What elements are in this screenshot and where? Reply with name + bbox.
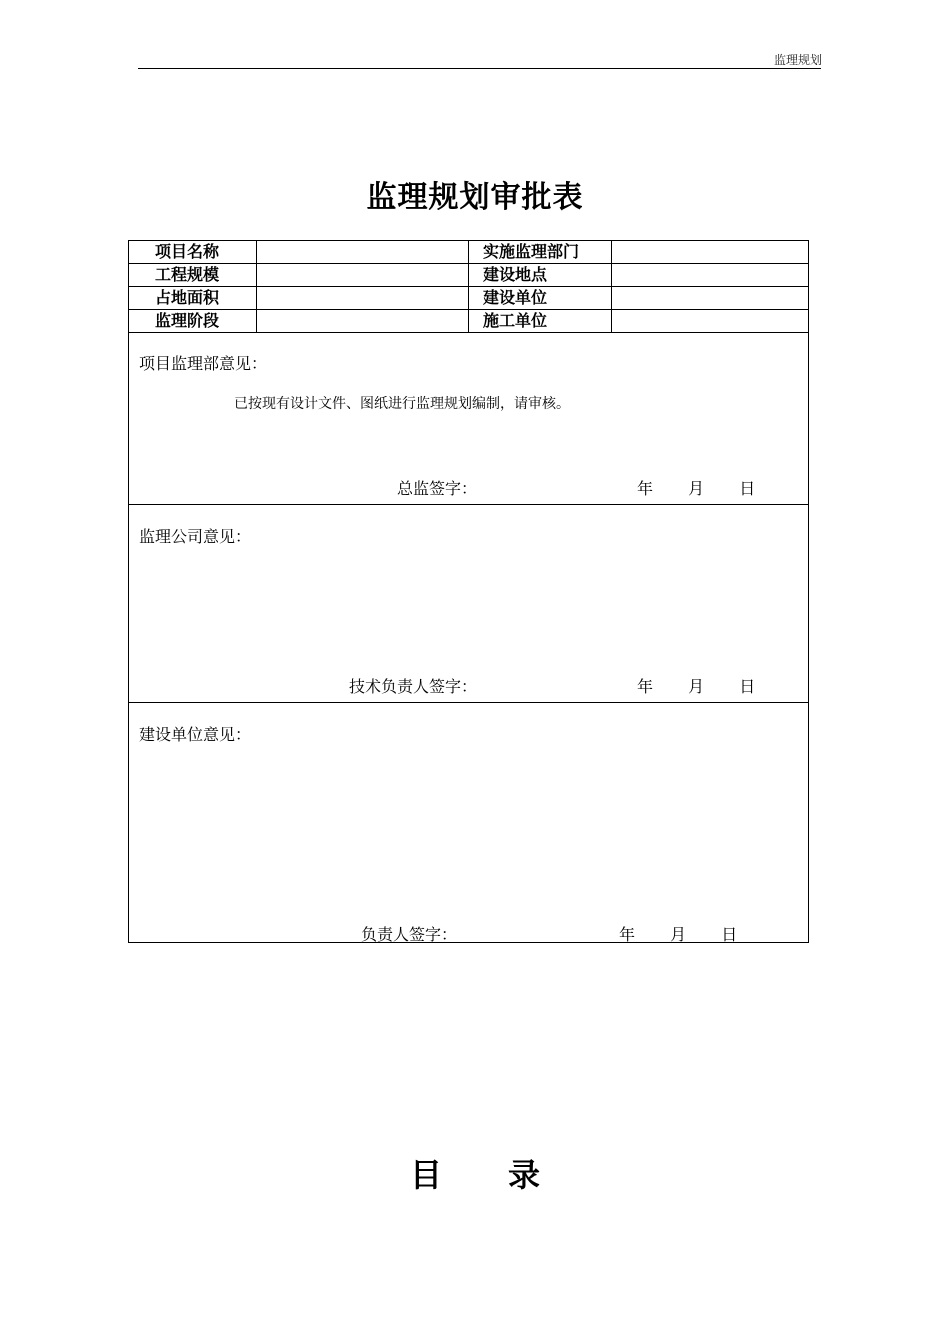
value-project-name bbox=[257, 241, 469, 263]
label-construction-site: 建设地点 bbox=[469, 264, 612, 286]
value-project-scale bbox=[257, 264, 469, 286]
section-company-opinion bbox=[129, 506, 808, 703]
approval-form bbox=[128, 240, 809, 943]
signature-label: 总监签字： bbox=[397, 479, 478, 498]
value-supervision-stage bbox=[257, 310, 469, 332]
info-row-project-scale bbox=[129, 264, 808, 287]
date-month: 月 bbox=[688, 677, 705, 696]
signature-label: 负责人签字： bbox=[361, 925, 458, 944]
label-project-scale: 工程规模 bbox=[129, 264, 257, 286]
info-row-project-name bbox=[129, 241, 808, 264]
label-supervision-department: 实施监理部门 bbox=[469, 241, 612, 263]
header-divider bbox=[138, 68, 821, 69]
date-month: 月 bbox=[670, 925, 687, 944]
label-land-area: 占地面积 bbox=[129, 287, 257, 309]
label-owner-unit: 建设单位 bbox=[469, 287, 612, 309]
info-row-land-area bbox=[129, 287, 808, 310]
value-supervision-department bbox=[612, 241, 808, 263]
section-label: 监理公司意见： bbox=[139, 527, 252, 546]
label-supervision-stage: 监理阶段 bbox=[129, 310, 257, 332]
toc-char-1: 目 bbox=[409, 1156, 442, 1194]
label-construction-unit: 施工单位 bbox=[469, 310, 612, 332]
date-line bbox=[637, 674, 755, 697]
date-day: 日 bbox=[739, 479, 756, 498]
date-day: 日 bbox=[721, 925, 738, 944]
section-project-dept-opinion bbox=[129, 333, 808, 505]
signature-label: 技术负责人签字： bbox=[349, 677, 478, 696]
value-construction-unit bbox=[612, 310, 808, 332]
date-line bbox=[619, 922, 737, 945]
date-year: 年 bbox=[619, 925, 636, 944]
date-month: 月 bbox=[688, 479, 705, 498]
section-owner-opinion bbox=[129, 704, 808, 942]
info-row-supervision-stage bbox=[129, 310, 808, 333]
value-construction-site bbox=[612, 264, 808, 286]
value-owner-unit bbox=[612, 287, 808, 309]
date-day: 日 bbox=[739, 677, 756, 696]
page-title: 监理规划审批表 bbox=[366, 180, 584, 215]
date-line bbox=[637, 476, 755, 499]
value-land-area bbox=[257, 287, 469, 309]
toc-heading bbox=[0, 1150, 950, 1196]
toc-char-2: 录 bbox=[508, 1156, 541, 1194]
date-year: 年 bbox=[637, 479, 654, 498]
section-label: 项目监理部意见： bbox=[139, 354, 268, 373]
date-year: 年 bbox=[637, 677, 654, 696]
section-body: 已按现有设计文件、图纸进行监理规划编制，请审核。 bbox=[234, 396, 570, 412]
running-header: 监理规划 bbox=[773, 53, 822, 67]
label-project-name: 项目名称 bbox=[129, 241, 257, 263]
section-label: 建设单位意见： bbox=[139, 725, 252, 744]
